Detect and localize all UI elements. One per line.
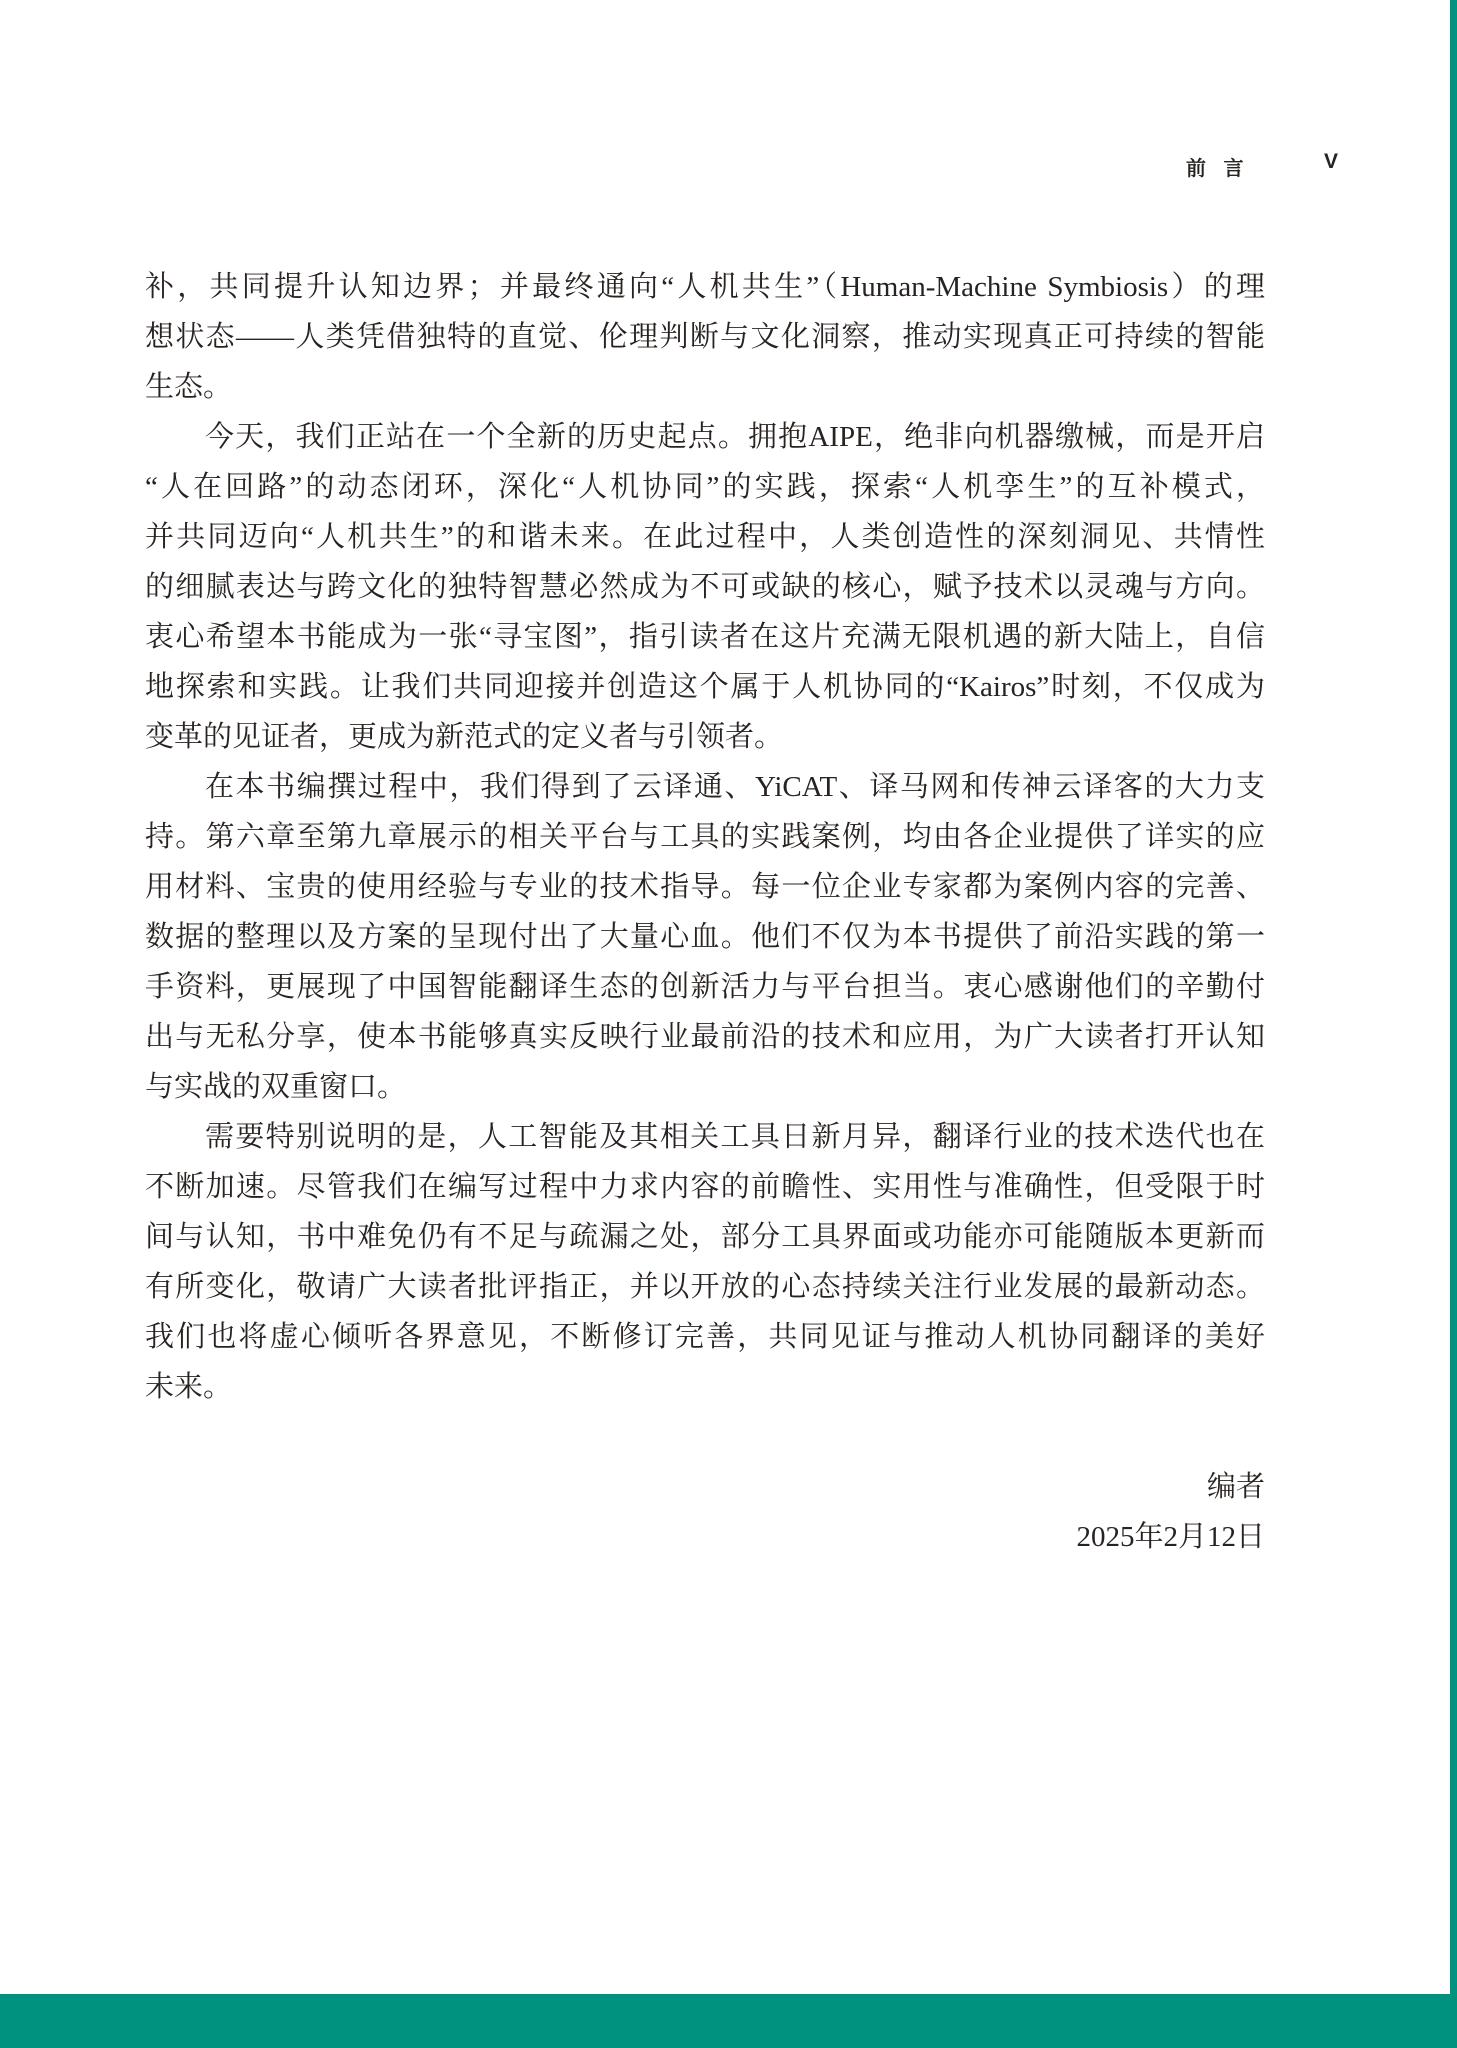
text-line: 未来。 [145,1371,233,1403]
signature-date: 2025年2月12日 [1076,1521,1265,1553]
text-line: 今天，我们正站在一个全新的历史起点。拥抱AIPE，绝非向机器缴械，而是开启 [205,421,1265,453]
text-line: 需要特别说明的是，人工智能及其相关工具日新月异，翻译行业的技术迭代也在 [205,1121,1265,1153]
text-line: 不断加速。尽管我们在编写过程中力求内容的前瞻性、实用性与准确性，但受限于时 [145,1171,1265,1203]
preface-body [145,262,1265,1412]
text-line: 间与认知，书中难免仍有不足与疏漏之处，部分工具界面或功能亦可能随版本更新而 [145,1221,1265,1253]
text-line: 生态。 [145,371,233,403]
page-number: V [1324,150,1339,173]
text-line: 出与无私分享，使本书能够真实反映行业最前沿的技术和应用，为广大读者打开认知 [145,1021,1265,1053]
signature-block [145,1462,1265,1562]
text-line: 用材料、宝贵的使用经验与专业的技术指导。每一位企业专家都为案例内容的完善、 [145,871,1265,903]
text-line: 在本书编撰过程中，我们得到了云译通、YiCAT、译马网和传神云译客的大力支 [205,771,1265,803]
bottom-accent-bar [0,1994,1457,2048]
text-line: 我们也将虚心倾听各界意见，不断修订完善，共同见证与推动人机协同翻译的美好 [145,1321,1265,1353]
text-line: 想状态——人类凭借独特的直觉、伦理判断与文化洞察，推动实现真正可持续的智能 [145,321,1265,353]
text-line: 数据的整理以及方案的呈现付出了大量心血。他们不仅为本书提供了前沿实践的第一 [145,921,1265,953]
text-line: 手资料，更展现了中国智能翻译生态的创新活力与平台担当。衷心感谢他们的辛勤付 [145,971,1265,1003]
running-head: 前 言 [1186,158,1250,180]
text-line: 并共同迈向“人机共生”的和谐未来。在此过程中，人类创造性的深刻洞见、共情性 [145,521,1265,553]
text-line: 的细腻表达与跨文化的独特智慧必然成为不可或缺的核心，赋予技术以灵魂与方向。 [145,571,1265,603]
text-line: 持。第六章至第九章展示的相关平台与工具的实践案例，均由各企业提供了详实的应 [145,821,1265,853]
text-line: 地探索和实践。让我们共同迎接并创造这个属于人机协同的“Kairos”时刻，不仅成为 [145,671,1265,703]
text-line: 补，共同提升认知边界；并最终通向“人机共生”（Human-Machine Symbiosis）的理 [145,271,1265,303]
right-edge-accent-bar [1450,0,1457,2048]
text-line: “人在回路”的动态闭环，深化“人机协同”的实践，探索“人机孪生”的互补模式， [145,471,1265,503]
text-line: 有所变化，敬请广大读者批评指正，并以开放的心态持续关注行业发展的最新动态。 [145,1271,1265,1303]
signature-author: 编者 [1206,1471,1265,1503]
text-line: 衷心希望本书能成为一张“寻宝图”，指引读者在这片充满无限机遇的新大陆上，自信 [145,621,1265,653]
text-line: 变革的见证者，更成为新范式的定义者与引领者。 [145,721,784,753]
text-line: 与实战的双重窗口。 [145,1071,407,1103]
